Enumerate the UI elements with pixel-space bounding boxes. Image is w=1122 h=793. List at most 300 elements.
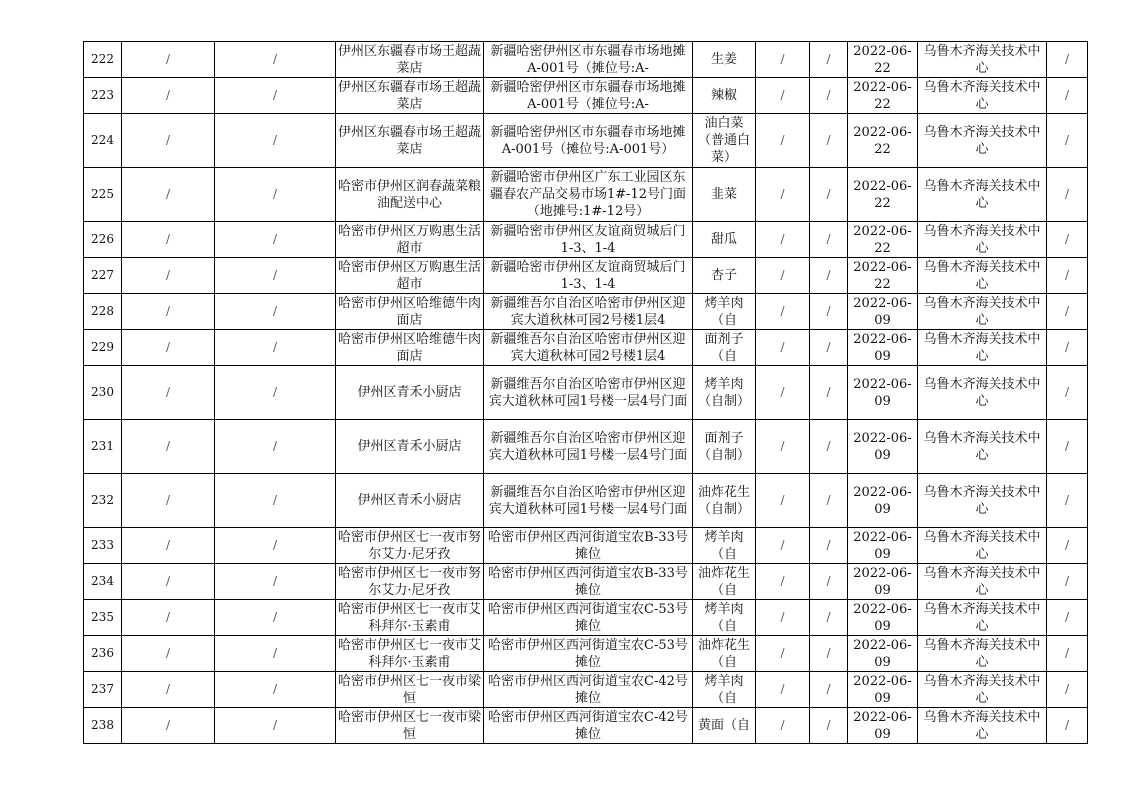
empty-cell — [756, 528, 810, 564]
empty-cell-text: / — [165, 682, 171, 696]
empty-cell — [810, 258, 848, 294]
empty-cell — [215, 708, 336, 744]
testing-organization-text: 乌鲁木齐海关技术中心 — [923, 709, 1041, 742]
empty-cell — [122, 222, 215, 258]
product-name-text: 韭菜 — [710, 187, 737, 202]
empty-cell-text: / — [826, 304, 831, 318]
empty-cell-text: / — [165, 187, 171, 201]
empty-cell-text: / — [780, 232, 785, 246]
row-number — [84, 600, 122, 636]
empty-cell — [122, 528, 215, 564]
store-name — [336, 564, 484, 600]
empty-cell — [756, 42, 810, 78]
empty-cell — [1047, 672, 1088, 708]
row-number — [84, 168, 122, 222]
store-name-text: 哈密市伊州区七一夜市努尔艾力·尼牙孜 — [338, 529, 481, 562]
sampling-date-text: 2022-06-09 — [853, 484, 912, 517]
sampling-date-text: 2022-06-09 — [853, 529, 912, 562]
sampling-date-text: 2022-06-09 — [853, 601, 912, 634]
empty-cell — [1047, 222, 1088, 258]
empty-cell — [215, 672, 336, 708]
testing-organization — [918, 600, 1047, 636]
store-name-text: 哈密市伊州区七一夜市梁恒 — [338, 673, 481, 706]
store-name-text: 哈密市伊州区七一夜市努尔艾力·尼牙孜 — [338, 565, 481, 598]
testing-organization — [918, 294, 1047, 330]
testing-organization-text: 乌鲁木齐海关技术中心 — [923, 259, 1041, 292]
testing-organization — [918, 528, 1047, 564]
sampling-date — [848, 294, 918, 330]
sampling-date — [848, 600, 918, 636]
sampling-date — [848, 78, 918, 114]
testing-organization-text: 乌鲁木齐海关技术中心 — [923, 124, 1041, 157]
testing-organization — [918, 672, 1047, 708]
store-address — [484, 258, 693, 294]
sampling-date — [848, 168, 918, 222]
testing-organization-text: 乌鲁木齐海关技术中心 — [923, 178, 1041, 211]
empty-cell-text: / — [826, 610, 831, 624]
product-name — [693, 222, 756, 258]
empty-cell — [122, 564, 215, 600]
product-name — [693, 78, 756, 114]
empty-cell-text: / — [272, 133, 278, 147]
empty-cell-text: / — [1064, 232, 1070, 246]
empty-cell — [756, 114, 810, 168]
empty-cell — [215, 366, 336, 420]
empty-cell-text: / — [780, 88, 785, 102]
empty-cell-text: / — [1064, 610, 1070, 624]
testing-organization-text: 乌鲁木齐海关技术中心 — [923, 295, 1041, 328]
row-number-text: 237 — [91, 682, 114, 696]
empty-cell — [122, 168, 215, 222]
empty-cell — [215, 474, 336, 528]
empty-cell — [1047, 708, 1088, 744]
store-address — [484, 294, 693, 330]
sampling-date-text: 2022-06-09 — [853, 295, 912, 328]
row-number — [84, 42, 122, 78]
testing-organization-text: 乌鲁木齐海关技术中心 — [923, 223, 1041, 256]
empty-cell-text: / — [1064, 385, 1070, 399]
empty-cell-text: / — [826, 682, 831, 696]
empty-cell — [1047, 294, 1088, 330]
store-address-text: 哈密市伊州区西河街道宝农B-33号摊位 — [488, 529, 688, 562]
row-number-text: 229 — [91, 340, 114, 354]
testing-organization — [918, 564, 1047, 600]
store-address-text: 新疆维吾尔自治区哈密市伊州区迎宾大道秋林可园2号楼1层4 — [490, 295, 686, 328]
empty-cell — [756, 330, 810, 366]
empty-cell — [756, 168, 810, 222]
empty-cell — [122, 708, 215, 744]
empty-cell — [1047, 114, 1088, 168]
empty-cell — [215, 330, 336, 366]
empty-cell-text: / — [165, 268, 171, 282]
sampling-date — [848, 564, 918, 600]
store-name — [336, 708, 484, 744]
empty-cell-text: / — [272, 187, 278, 201]
empty-cell — [1047, 330, 1088, 366]
store-name-text: 伊州区青禾小厨店 — [357, 385, 462, 400]
product-name-text: 面剂子（自 — [704, 331, 744, 364]
table-row — [84, 222, 1088, 258]
product-name-text: 油炸花生（自 — [697, 637, 750, 670]
store-address — [484, 420, 693, 474]
store-name-text: 伊州区东疆春市场王超蔬菜店 — [338, 124, 481, 157]
sampling-date-text: 2022-06-22 — [853, 124, 912, 157]
empty-cell-text: / — [780, 718, 785, 732]
product-name-text: 烤羊肉（自制） — [697, 376, 750, 409]
store-address — [484, 168, 693, 222]
testing-organization — [918, 330, 1047, 366]
empty-cell-text: / — [272, 88, 278, 102]
testing-organization-text: 乌鲁木齐海关技术中心 — [923, 430, 1041, 463]
empty-cell-text: / — [826, 232, 831, 246]
sampling-date-text: 2022-06-09 — [853, 565, 912, 598]
empty-cell — [756, 366, 810, 420]
empty-cell-text: / — [780, 187, 785, 201]
empty-cell — [1047, 564, 1088, 600]
empty-cell — [810, 366, 848, 420]
table-row — [84, 330, 1088, 366]
store-address — [484, 474, 693, 528]
product-name-text: 烤羊肉（自 — [704, 673, 744, 706]
empty-cell-text: / — [1064, 304, 1070, 318]
product-name-text: 油炸花生（自制） — [697, 484, 750, 517]
row-number-text: 227 — [91, 268, 114, 282]
empty-cell — [810, 420, 848, 474]
empty-cell — [810, 636, 848, 672]
testing-organization-text: 乌鲁木齐海关技术中心 — [923, 376, 1041, 409]
empty-cell — [215, 420, 336, 474]
empty-cell-text: / — [826, 718, 831, 732]
empty-cell-text: / — [272, 718, 278, 732]
testing-organization — [918, 114, 1047, 168]
sampling-date-text: 2022-06-22 — [853, 79, 912, 112]
store-name-text: 哈密市伊州区万购惠生活超市 — [338, 223, 481, 256]
sampling-date — [848, 474, 918, 528]
empty-cell — [756, 474, 810, 528]
product-name-text: 油炸花生（自 — [697, 565, 750, 598]
store-address — [484, 672, 693, 708]
empty-cell-text: / — [1064, 88, 1070, 102]
empty-cell — [810, 294, 848, 330]
product-name — [693, 708, 756, 744]
empty-cell — [1047, 42, 1088, 78]
testing-organization — [918, 420, 1047, 474]
store-address-text: 哈密市伊州区西河街道宝农C-42号摊位 — [488, 673, 688, 706]
empty-cell-text: / — [165, 538, 171, 552]
store-address-text: 哈密市伊州区西河街道宝农C-53号摊位 — [488, 637, 688, 670]
sampling-date — [848, 528, 918, 564]
product-name — [693, 564, 756, 600]
testing-organization — [918, 366, 1047, 420]
empty-cell — [1047, 78, 1088, 114]
empty-cell-text: / — [272, 232, 278, 246]
empty-cell — [1047, 474, 1088, 528]
empty-cell-text: / — [1064, 538, 1070, 552]
empty-cell — [756, 222, 810, 258]
empty-cell — [215, 42, 336, 78]
product-name — [693, 366, 756, 420]
sampling-date — [848, 42, 918, 78]
empty-cell-text: / — [272, 574, 278, 588]
product-name — [693, 528, 756, 564]
empty-cell-text: / — [272, 304, 278, 318]
empty-cell — [122, 366, 215, 420]
empty-cell-text: / — [1064, 718, 1070, 732]
store-address-text: 新疆哈密市伊州区友谊商贸城后门1-3、1-4 — [490, 223, 686, 256]
store-address — [484, 330, 693, 366]
empty-cell — [810, 330, 848, 366]
store-address — [484, 222, 693, 258]
testing-organization-text: 乌鲁木齐海关技术中心 — [923, 79, 1041, 112]
sampling-results-table — [83, 41, 1088, 744]
empty-cell — [810, 42, 848, 78]
empty-cell — [215, 78, 336, 114]
store-address-text: 哈密市伊州区西河街道宝农B-33号摊位 — [488, 565, 688, 598]
empty-cell-text: / — [272, 682, 278, 696]
empty-cell-text: / — [1064, 268, 1070, 282]
store-address-text: 新疆维吾尔自治区哈密市伊州区迎宾大道秋林可园1号楼一层4号门面 — [488, 430, 688, 463]
empty-cell-text: / — [272, 385, 278, 399]
testing-organization-text: 乌鲁木齐海关技术中心 — [923, 637, 1041, 670]
product-name — [693, 168, 756, 222]
empty-cell-text: / — [272, 646, 278, 660]
sampling-date — [848, 420, 918, 474]
store-name — [336, 672, 484, 708]
row-number — [84, 636, 122, 672]
store-name — [336, 474, 484, 528]
empty-cell-text: / — [780, 574, 785, 588]
empty-cell-text: / — [165, 493, 171, 507]
table-row — [84, 294, 1088, 330]
empty-cell-text: / — [780, 385, 785, 399]
product-name-text: 生姜 — [710, 52, 737, 67]
testing-organization — [918, 42, 1047, 78]
testing-organization — [918, 258, 1047, 294]
store-name — [336, 294, 484, 330]
empty-cell-text: / — [780, 340, 785, 354]
empty-cell-text: / — [1064, 439, 1070, 453]
product-name — [693, 672, 756, 708]
store-address — [484, 366, 693, 420]
empty-cell — [122, 258, 215, 294]
empty-cell — [756, 636, 810, 672]
table-row — [84, 366, 1088, 420]
store-name-text: 哈密市伊州区润春蔬菜粮油配送中心 — [338, 178, 481, 211]
empty-cell-text: / — [165, 439, 171, 453]
empty-cell-text: / — [165, 133, 171, 147]
row-number-text: 225 — [91, 187, 114, 201]
empty-cell-text: / — [1064, 52, 1070, 66]
empty-cell-text: / — [826, 439, 831, 453]
sampling-date-text: 2022-06-22 — [853, 43, 912, 76]
empty-cell-text: / — [165, 718, 171, 732]
testing-organization — [918, 168, 1047, 222]
testing-organization-text: 乌鲁木齐海关技术中心 — [923, 673, 1041, 706]
store-name-text: 伊州区青禾小厨店 — [357, 439, 462, 454]
testing-organization-text: 乌鲁木齐海关技术中心 — [923, 43, 1041, 76]
store-name-text: 哈密市伊州区哈维德牛肉面店 — [338, 295, 481, 328]
store-address-text: 新疆哈密市伊州区广东工业园区东疆春农产品交易市场1#-12号门面（地摊号:1#-12号） — [489, 170, 687, 219]
testing-organization — [918, 78, 1047, 114]
row-number-text: 234 — [91, 574, 114, 588]
empty-cell — [756, 78, 810, 114]
empty-cell — [1047, 420, 1088, 474]
product-name — [693, 636, 756, 672]
sampling-date — [848, 258, 918, 294]
store-name-text: 哈密市伊州区七一夜市梁恒 — [338, 709, 481, 742]
product-name-text: 烤羊肉（自 — [704, 601, 744, 634]
row-number-text: 228 — [91, 304, 114, 318]
store-name — [336, 528, 484, 564]
empty-cell — [810, 564, 848, 600]
empty-cell-text: / — [780, 304, 785, 318]
empty-cell — [215, 258, 336, 294]
testing-organization-text: 乌鲁木齐海关技术中心 — [923, 331, 1041, 364]
empty-cell-text: / — [826, 385, 831, 399]
testing-organization-text: 乌鲁木齐海关技术中心 — [923, 601, 1041, 634]
empty-cell-text: / — [272, 493, 278, 507]
empty-cell — [1047, 366, 1088, 420]
row-number — [84, 114, 122, 168]
empty-cell-text: / — [272, 268, 278, 282]
table-row — [84, 114, 1088, 168]
sampling-date-text: 2022-06-09 — [853, 331, 912, 364]
row-number-text: 231 — [91, 439, 114, 453]
empty-cell-text: / — [826, 646, 831, 660]
empty-cell-text: / — [1064, 646, 1070, 660]
row-number-text: 236 — [91, 646, 114, 660]
empty-cell — [756, 600, 810, 636]
empty-cell-text: / — [165, 340, 171, 354]
product-name-text: 油白菜（普通白菜） — [697, 116, 750, 165]
store-address-text: 新疆维吾尔自治区哈密市伊州区迎宾大道秋林可园2号楼1层4 — [490, 331, 686, 364]
store-name-text: 哈密市伊州区哈维德牛肉面店 — [338, 331, 481, 364]
empty-cell — [122, 672, 215, 708]
empty-cell-text: / — [272, 439, 278, 453]
store-name-text: 伊州区东疆春市场王超蔬菜店 — [338, 43, 481, 76]
testing-organization — [918, 222, 1047, 258]
store-name — [336, 42, 484, 78]
empty-cell-text: / — [165, 52, 171, 66]
store-name — [336, 222, 484, 258]
empty-cell-text: / — [1064, 133, 1070, 147]
empty-cell — [122, 114, 215, 168]
empty-cell-text: / — [165, 385, 171, 399]
row-number — [84, 258, 122, 294]
empty-cell-text: / — [780, 268, 785, 282]
store-name — [336, 330, 484, 366]
testing-organization-text: 乌鲁木齐海关技术中心 — [923, 565, 1041, 598]
empty-cell — [215, 564, 336, 600]
product-name-text: 烤羊肉（自 — [704, 529, 744, 562]
empty-cell — [215, 222, 336, 258]
product-name — [693, 294, 756, 330]
store-address-text: 新疆维吾尔自治区哈密市伊州区迎宾大道秋林可园1号楼一层4号门面 — [488, 376, 688, 409]
empty-cell — [122, 600, 215, 636]
empty-cell-text: / — [826, 268, 831, 282]
empty-cell-text: / — [165, 610, 171, 624]
empty-cell-text: / — [1064, 340, 1070, 354]
sampling-date-text: 2022-06-09 — [853, 376, 912, 409]
table-row — [84, 42, 1088, 78]
empty-cell — [810, 672, 848, 708]
store-address-text: 新疆哈密市伊州区友谊商贸城后门1-3、1-4 — [490, 259, 686, 292]
empty-cell — [1047, 636, 1088, 672]
empty-cell — [122, 294, 215, 330]
empty-cell-text: / — [780, 538, 785, 552]
empty-cell — [756, 672, 810, 708]
store-name — [336, 168, 484, 222]
store-name — [336, 420, 484, 474]
store-address — [484, 42, 693, 78]
sampling-date-text: 2022-06-09 — [853, 709, 912, 742]
store-address — [484, 78, 693, 114]
store-address-text: 新疆哈密伊州区市东疆春市场地摊A-001号（摊位号:A-001号） — [490, 124, 686, 157]
table-row — [84, 564, 1088, 600]
row-number-text: 224 — [91, 133, 114, 147]
product-name-text: 辣椒 — [710, 88, 737, 103]
empty-cell-text: / — [272, 52, 278, 66]
row-number-text: 235 — [91, 610, 114, 624]
empty-cell-text: / — [165, 232, 171, 246]
row-number — [84, 78, 122, 114]
sampling-date — [848, 222, 918, 258]
row-number — [84, 294, 122, 330]
product-name — [693, 330, 756, 366]
store-address — [484, 600, 693, 636]
empty-cell-text: / — [826, 574, 831, 588]
sampling-date-text: 2022-06-22 — [853, 223, 912, 256]
table-row — [84, 672, 1088, 708]
row-number — [84, 222, 122, 258]
testing-organization-text: 乌鲁木齐海关技术中心 — [923, 484, 1041, 517]
empty-cell-text: / — [780, 682, 785, 696]
store-address — [484, 528, 693, 564]
product-name-text: 烤羊肉（自 — [704, 295, 744, 328]
empty-cell — [122, 636, 215, 672]
empty-cell-text: / — [826, 187, 831, 201]
empty-cell-text: / — [780, 439, 785, 453]
row-number — [84, 474, 122, 528]
store-name — [336, 366, 484, 420]
testing-organization — [918, 636, 1047, 672]
sampling-date-text: 2022-06-22 — [853, 178, 912, 211]
table-row — [84, 168, 1088, 222]
empty-cell-text: / — [826, 52, 831, 66]
empty-cell — [810, 600, 848, 636]
empty-cell-text: / — [165, 646, 171, 660]
product-name-text: 黄面（自 — [697, 718, 750, 733]
table-row — [84, 708, 1088, 744]
testing-organization — [918, 474, 1047, 528]
row-number-text: 232 — [91, 493, 114, 507]
empty-cell-text: / — [826, 133, 831, 147]
empty-cell-text: / — [826, 88, 831, 102]
store-name — [336, 600, 484, 636]
sampling-date-text: 2022-06-09 — [853, 673, 912, 706]
sampling-date — [848, 672, 918, 708]
empty-cell-text: / — [1064, 187, 1070, 201]
product-name — [693, 114, 756, 168]
empty-cell-text: / — [780, 646, 785, 660]
store-address-text: 哈密市伊州区西河街道宝农C-53号摊位 — [488, 601, 688, 634]
empty-cell-text: / — [826, 340, 831, 354]
empty-cell — [810, 528, 848, 564]
store-name-text: 哈密市伊州区万购惠生活超市 — [338, 259, 481, 292]
table-row — [84, 420, 1088, 474]
product-name — [693, 600, 756, 636]
store-address-text: 新疆哈密伊州区市东疆春市场地摊A-001号（摊位号:A- — [490, 43, 686, 76]
